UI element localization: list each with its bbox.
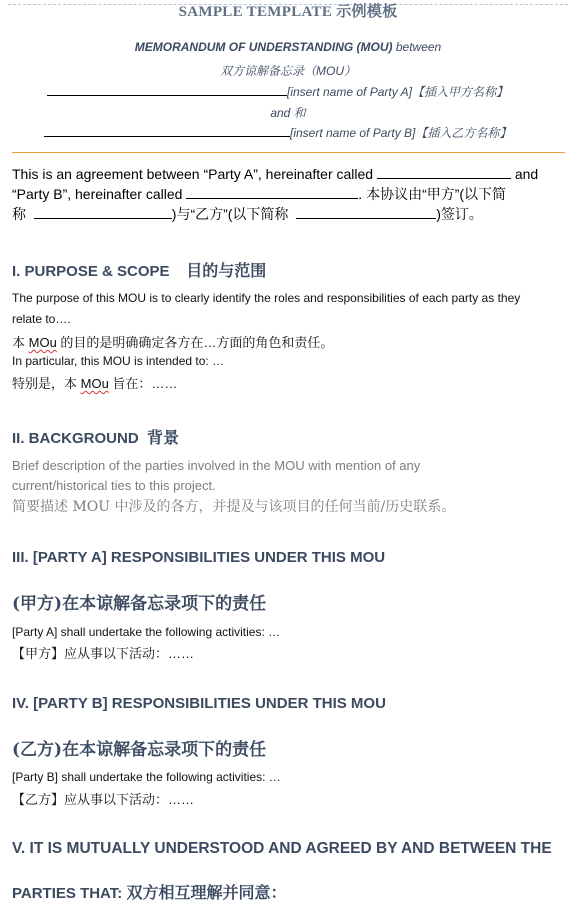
background-heading: II. BACKGROUND 背景: [12, 428, 180, 447]
purpose-particular-cn: 特别是，本 MOu 旨在：……: [12, 376, 178, 391]
party-b-text-cn: 【乙方】应从事以下活动：……: [12, 792, 195, 807]
party-b-line: [44, 124, 511, 141]
mutual-heading-1: V. IT IS MUTUALLY UNDERSTOOD AND AGREED BY AND BETWEEN THE: [12, 840, 552, 857]
party-b-heading-cn: (乙方)在本谅解备忘录项下的责任: [12, 740, 267, 760]
mou-title: [0, 40, 576, 54]
party-b-placeholder: [insert name of Party B]【插入乙方名称】: [290, 126, 512, 140]
and-text: and 和: [270, 106, 306, 120]
party-a-cn-blank[interactable]: [34, 204, 172, 219]
purpose-text-en-1: The purpose of this MOU is to clearly identify the roles and responsibilities of each party as they: [12, 291, 521, 305]
orange-divider: [12, 152, 565, 153]
party-b-heading: IV. [PARTY B] RESPONSIBILITIES UNDER THIS MOU: [12, 695, 386, 712]
purpose-text-en-2: relate to….: [12, 312, 71, 326]
spellcheck-mou: MOu: [28, 335, 57, 350]
party-b-blank[interactable]: [44, 124, 290, 137]
party-a-line: [47, 83, 508, 100]
spellcheck-mou-2: MOu: [80, 376, 109, 391]
template-title: SAMPLE TEMPLATE 示例模板: [178, 4, 398, 20]
mou-title-cn: 双方谅解备忘录（MOU）: [220, 64, 356, 78]
agreement-line-1: This is an agreement between “Party A”, hereinafter called and: [12, 166, 539, 182]
agreement-line-3: 称 )与“乙方”(以下简称 )签订。: [12, 206, 483, 222]
mou-title-between: between: [392, 40, 442, 54]
background-text-en-1: Brief description of the parties involved in the MOU with mention of any: [12, 458, 421, 473]
purpose-text-cn: 本 MOu 的目的是明确确定各方在…方面的角色和责任。: [12, 335, 334, 350]
purpose-heading: I. PURPOSE & SCOPE 目的与范围: [12, 261, 267, 280]
party-b-called-blank[interactable]: [186, 184, 358, 199]
mou-title-bold: MEMORANDUM OF UNDERSTANDING (MOU): [134, 40, 393, 54]
party-a-called-blank[interactable]: [377, 164, 511, 179]
party-a-text-en: [Party A] shall undertake the following activities: …: [12, 625, 281, 639]
party-a-heading: III. [PARTY A] RESPONSIBILITIES UNDER THIS MOU: [12, 549, 386, 566]
party-a-heading-cn: (甲方)在本谅解备忘录项下的责任: [12, 594, 267, 614]
background-text-en-2: current/historical ties to this project.: [12, 478, 216, 493]
party-b-cn-blank[interactable]: [296, 204, 436, 219]
purpose-particular-en: In particular, this MOU is intended to: …: [12, 354, 225, 368]
party-b-text-en: [Party B] shall undertake the following activities: …: [12, 770, 281, 784]
agreement-paragraph: [12, 164, 568, 224]
party-a-text-cn: 【甲方】应从事以下活动：……: [12, 646, 195, 661]
mutual-heading-2: PARTIES THAT: 双方相互理解并同意：: [12, 883, 287, 902]
party-a-placeholder: [insert name of Party A]【插入甲方名称】: [287, 85, 508, 99]
party-a-blank[interactable]: [47, 83, 287, 96]
agreement-line-2: “Party B”, hereinafter called . 本协议由“甲方”(以下简: [12, 186, 507, 202]
background-text-cn: 简要描述 MOU 中涉及的各方，并提及与该项目的任何当前/历史联系。: [12, 499, 456, 515]
